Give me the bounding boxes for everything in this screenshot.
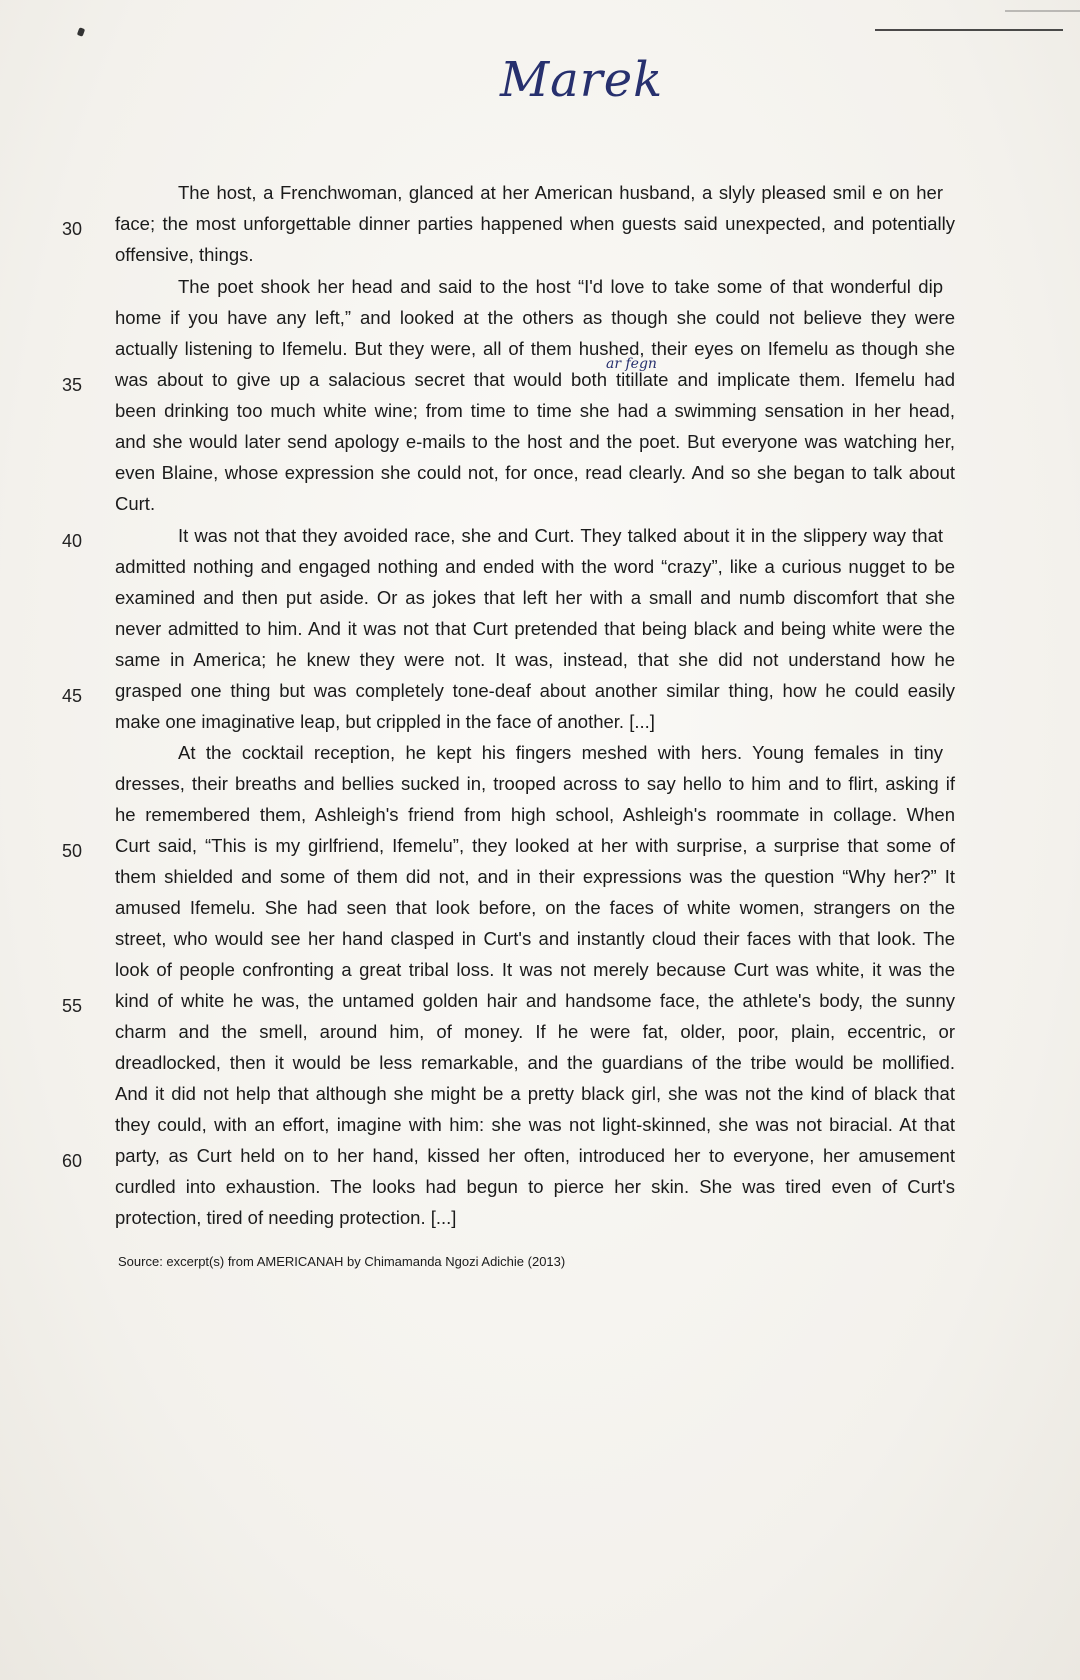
text-line: party, as Curt held on to her hand, kissed her often, introduced her to everyone, her amusement	[115, 1145, 955, 1166]
text-line: dreadlocked, then it would be less remarkable, and the guardians of the tribe would be mollified.	[115, 1052, 955, 1073]
text-line: At the cocktail reception, he kept his fingers meshed with hers. Young females in tiny	[178, 742, 943, 763]
text-line: offensive, things.	[115, 244, 254, 265]
top-rule	[875, 29, 1063, 31]
text-line: been drinking too much white wine; from time to time she had a swimming sensation in her head,	[115, 400, 955, 421]
text-line: Curt said, “This is my girlfriend, Ifemelu”, they looked at her with surprise, a surprise that some of	[115, 835, 955, 856]
text-line: street, who would see her hand clasped in Curt's and instantly cloud their faces with that look. The	[115, 928, 955, 949]
line-number: 50	[62, 841, 83, 861]
handwritten-annotation: ar fegn	[606, 356, 657, 372]
text-line: even Blaine, whose expression she could not, for once, read clearly. And so she began to talk about	[115, 462, 955, 483]
text-line: look of people confronting a great tribal loss. It was not merely because Curt was white, it was the	[115, 959, 955, 980]
text-line: Curt.	[115, 493, 156, 514]
text-line: charm and the smell, around him, of money. If he were fat, older, poor, plain, eccentric, or	[115, 1021, 955, 1042]
line-number: 30	[62, 219, 83, 239]
top-rule-faint	[1005, 10, 1080, 12]
text-line: actually listening to Ifemelu. But they were, all of them hushed, their eyes on Ifemelu as though she	[115, 338, 955, 359]
line-number: 35	[62, 375, 83, 395]
text-line: amused Ifemelu. She had seen that look before, on the faces of white women, strangers on the	[115, 897, 955, 918]
text-line: them shielded and some of them did not, and in their expressions was the question “Why her?” It	[115, 866, 955, 887]
text-line: examined and then put aside. Or as jokes that left her with a small and numb discomfort that she	[115, 587, 955, 608]
text-line: make one imaginative leap, but crippled in the face of another. [...]	[115, 711, 655, 732]
line-number: 45	[62, 686, 83, 706]
handwritten-name: Marek	[500, 52, 664, 108]
text-line: It was not that they avoided race, she and Curt. They talked about it in the slippery way that	[178, 525, 943, 546]
text-line: and she would later send apology e-mails to the host and the poet. But everyone was watching her,	[115, 431, 955, 452]
text-line: face; the most unforgettable dinner parties happened when guests said unexpected, and potentially	[115, 213, 955, 234]
text-line: The host, a Frenchwoman, glanced at her American husband, a slyly pleased smil e on her	[178, 182, 943, 203]
text-line: curdled into exhaustion. The looks had begun to pierce her skin. She was tired even of Curt's	[115, 1176, 955, 1197]
text-line: he remembered them, Ashleigh's friend from high school, Ashleigh's roommate in collage. When	[115, 804, 955, 825]
line-number: 40	[62, 531, 83, 551]
text-line: same in America; he knew they were not. It was, instead, that she did not understand how he	[115, 649, 955, 670]
text-line: they could, with an effort, imagine with him: she was not light-skinned, she was not biracial. At that	[115, 1114, 955, 1135]
line-number: 55	[62, 996, 83, 1016]
text-line: kind of white he was, the untamed golden hair and handsome face, the athlete's body, the sunny	[115, 990, 955, 1011]
text-line: And it did not help that although she might be a pretty black girl, she was not the kind of black that	[115, 1083, 955, 1104]
text-line: dresses, their breaths and bellies sucked in, trooped across to say hello to him and to flirt, asking if	[115, 773, 955, 794]
line-number: 60	[62, 1151, 83, 1171]
text-line: never admitted to him. And it was not that Curt pretended that being black and being white were the	[115, 618, 955, 639]
text-line: home if you have any left,” and looked at the others as though she could not believe they were	[115, 307, 955, 328]
text-line: protection, tired of needing protection. [...]	[115, 1207, 457, 1228]
text-line: The poet shook her head and said to the host “I'd love to take some of that wonderful dip	[178, 276, 943, 297]
text-line: admitted nothing and engaged nothing and ended with the word “crazy”, like a curious nugget to be	[115, 556, 955, 577]
text-line: was about to give up a salacious secret that would both titillate and implicate them. Ifemelu had	[115, 369, 955, 390]
source-citation: Source: excerpt(s) from AMERICANAH by Chimamanda Ngozi Adichie (2013)	[118, 1254, 566, 1269]
text-line: grasped one thing but was completely tone-deaf about another similar thing, how he could easily	[115, 680, 955, 701]
